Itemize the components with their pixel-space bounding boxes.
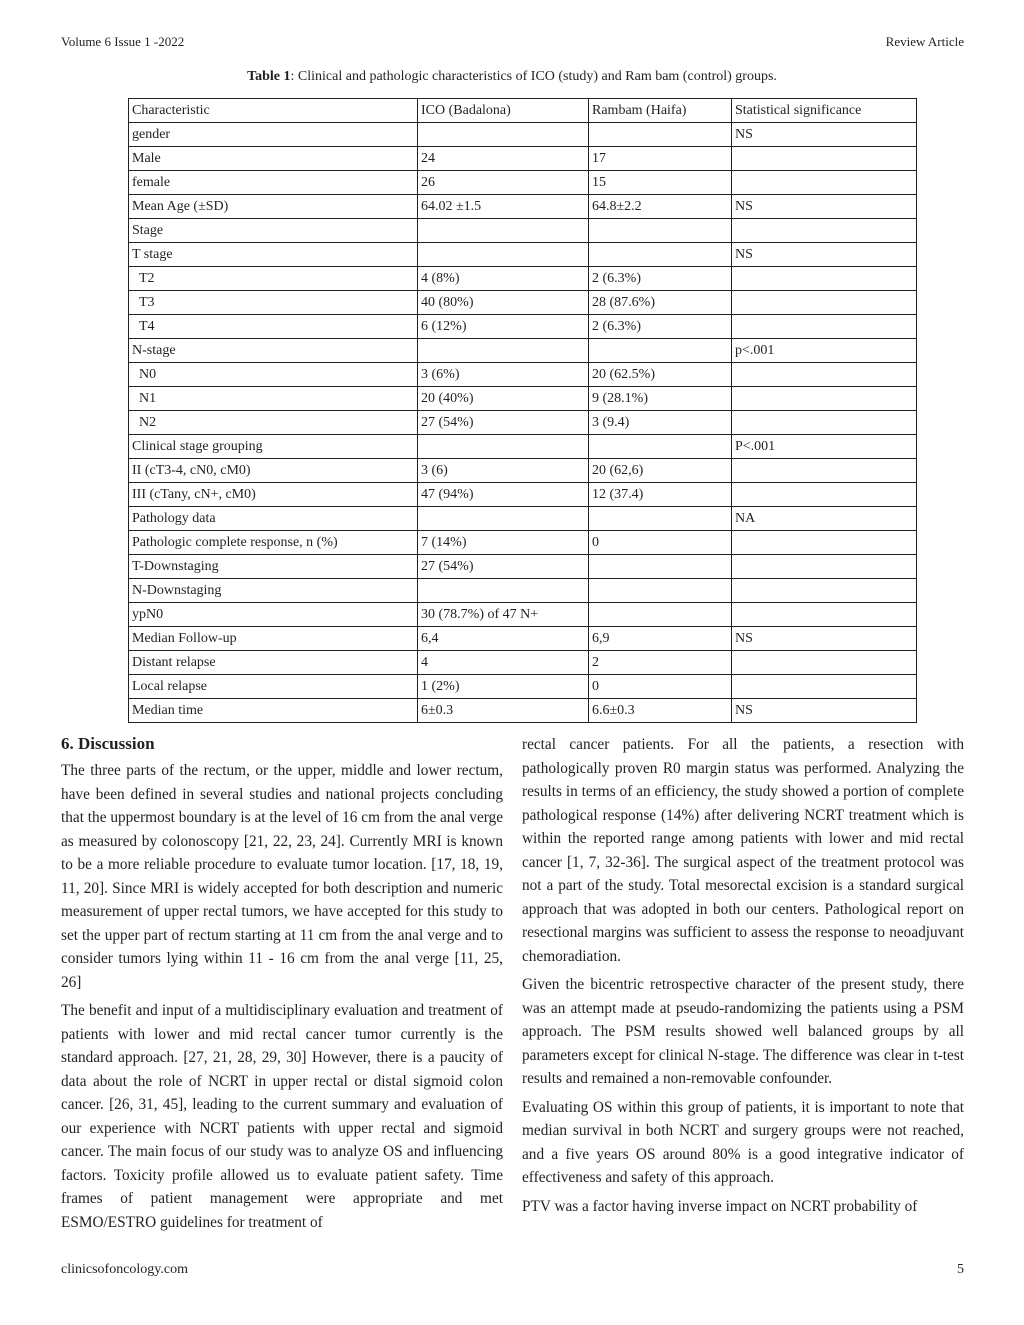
table-row <box>129 219 917 243</box>
page-number: 5 <box>957 1262 964 1277</box>
table-cell: T3 <box>129 291 418 315</box>
table-cell: 20 (62.5%) <box>589 363 732 387</box>
table-cell: 7 (14%) <box>418 531 589 555</box>
table-row <box>129 291 917 315</box>
table-cell <box>732 171 917 195</box>
table-row <box>129 171 917 195</box>
table-cell: N1 <box>129 387 418 411</box>
table-cell: 6 (12%) <box>418 315 589 339</box>
table-cell: P<.001 <box>732 435 917 459</box>
table-cell: Local relapse <box>129 675 418 699</box>
discussion-left-column <box>61 732 503 1239</box>
table-cell: Distant relapse <box>129 651 418 675</box>
table-cell: 64.02 ±1.5 <box>418 195 589 219</box>
table-row <box>129 387 917 411</box>
table-cell: 3 (6) <box>418 459 589 483</box>
table-cell: Median time <box>129 699 418 723</box>
table-cell <box>589 219 732 243</box>
table-cell <box>732 603 917 627</box>
table-cell: 0 <box>589 675 732 699</box>
table-cell <box>418 435 589 459</box>
table-cell: female <box>129 171 418 195</box>
table-cell: 9 (28.1%) <box>589 387 732 411</box>
paragraph: Evaluating OS within this group of patients, it is important to note that median survival in both NCRT and surgery groups were not reached, and a five years OS around 80% is a good integrative indicator of effectiveness and safety of this approach. <box>522 1098 964 1186</box>
table-cell: Clinical stage grouping <box>129 435 418 459</box>
table-cell: 6.6±0.3 <box>589 699 732 723</box>
table-cell: NS <box>732 123 917 147</box>
table-cell: Mean Age (±SD) <box>129 195 418 219</box>
table-cell: 2 <box>589 651 732 675</box>
table-cell: Pathologic complete response, n (%) <box>129 531 418 555</box>
table-cell <box>732 315 917 339</box>
table-cell: 20 (62,6) <box>589 459 732 483</box>
table-row <box>129 531 917 555</box>
table-caption-label: Table 1 <box>247 69 291 84</box>
table-cell: 12 (37.4) <box>589 483 732 507</box>
table-cell: 26 <box>418 171 589 195</box>
table-cell: N0 <box>129 363 418 387</box>
table-cell: Median Follow-up <box>129 627 418 651</box>
table-cell: Stage <box>129 219 418 243</box>
table-cell: II (cT3-4, cN0, cM0) <box>129 459 418 483</box>
table-cell: 3 (6%) <box>418 363 589 387</box>
table-cell: 20 (40%) <box>418 387 589 411</box>
table-cell <box>589 243 732 267</box>
table-cell: 4 (8%) <box>418 267 589 291</box>
table-row <box>129 627 917 651</box>
paragraph: PTV was a factor having inverse impact on NCRT probability of <box>522 1197 918 1215</box>
table-row <box>129 699 917 723</box>
table-cell <box>732 147 917 171</box>
table-cell <box>732 483 917 507</box>
discussion-right-column <box>522 733 964 1223</box>
table-cell <box>589 123 732 147</box>
table-cell: 27 (54%) <box>418 411 589 435</box>
table-cell: NS <box>732 195 917 219</box>
table-row <box>129 435 917 459</box>
table-row <box>129 195 917 219</box>
table-row <box>129 267 917 291</box>
table-cell: p<.001 <box>732 339 917 363</box>
table-cell <box>418 339 589 363</box>
table-row <box>129 243 917 267</box>
table-row <box>129 579 917 603</box>
table-cell: ypN0 <box>129 603 418 627</box>
table-cell: 15 <box>589 171 732 195</box>
table-cell: 64.8±2.2 <box>589 195 732 219</box>
table-row <box>129 363 917 387</box>
column-header: Rambam (Haifa) <box>589 99 732 123</box>
column-header: ICO (Badalona) <box>418 99 589 123</box>
table-cell <box>732 291 917 315</box>
table-cell <box>732 531 917 555</box>
table-cell <box>732 363 917 387</box>
table-cell: gender <box>129 123 418 147</box>
section-heading: 6. Discussion <box>61 734 155 753</box>
table-row <box>129 147 917 171</box>
table-row <box>129 411 917 435</box>
table-cell <box>732 651 917 675</box>
table-cell <box>418 507 589 531</box>
table-row <box>129 315 917 339</box>
article-type: Review Article <box>885 34 964 49</box>
paragraph: The three parts of the rectum, or the upper, middle and lower rectum, have been defined in several studies and national projects concluding that the uppermost boundary is at the level of 16 cm from the anal verge as measured by colonoscopy [21, 22, 23, 24]. Currently MRI is known to be a more reliable procedure to evaluate tumor location. [17, 18, 19, 11, 20]. Since MRI is widely accepted for both description and numeric measurement of upper rectal tumors, we have accepted for this study to set the upper part of rectum starting at 11 cm from the anal verge and to consider tumors lying within 11 - 16 cm from the anal verge [11, 25, 26] <box>61 762 503 991</box>
table-cell <box>418 219 589 243</box>
table-cell: N-stage <box>129 339 418 363</box>
table-cell <box>589 339 732 363</box>
table-cell: 47 (94%) <box>418 483 589 507</box>
table-cell: 27 (54%) <box>418 555 589 579</box>
table-body <box>129 99 917 723</box>
table-cell <box>418 123 589 147</box>
table-row <box>129 339 917 363</box>
table-cell: 1 (2%) <box>418 675 589 699</box>
paragraph: rectal cancer patients. For all the patients, a resection with pathologically proven R0 margin status was performed. Analyzing the results in terms of an efficiency, the study showed a portion of complete pathological response (14%) after delivering NCRT treatment which is within the reported range among patients with lower and mid rectal cancer [1, 7, 32-36]. The surgical aspect of the treatment protocol was not a part of the study. Total mesorectal excision is a standard surgical approach that was adopted in both our centers. Pathological report on resectional margins was sufficient to assess the response to neoadjuvant chemoradiation. <box>522 736 964 965</box>
table-cell: T2 <box>129 267 418 291</box>
footer-website: clinicsofoncology.com <box>61 1262 189 1277</box>
table-cell: 40 (80%) <box>418 291 589 315</box>
table-cell <box>589 555 732 579</box>
table-header-row <box>129 99 917 123</box>
table-cell: NS <box>732 699 917 723</box>
table-cell: 4 <box>418 651 589 675</box>
table-cell <box>732 387 917 411</box>
table-cell <box>732 411 917 435</box>
table-cell <box>589 507 732 531</box>
column-header: Characteristic <box>129 99 418 123</box>
table-cell <box>732 555 917 579</box>
table-cell: 17 <box>589 147 732 171</box>
table-row <box>129 651 917 675</box>
page-footer <box>61 1262 964 1280</box>
table-cell: NA <box>732 507 917 531</box>
table-cell: NS <box>732 627 917 651</box>
characteristics-table <box>128 98 917 723</box>
journal-issue: Volume 6 Issue 1 -2022 <box>61 34 185 49</box>
table-caption-text: : Clinical and pathologic characteristics of ICO (study) and Ram bam (control) groups. <box>290 69 777 84</box>
table-row <box>129 483 917 507</box>
table-cell: T-Downstaging <box>129 555 418 579</box>
table-cell <box>732 579 917 603</box>
table-cell: 2 (6.3%) <box>589 315 732 339</box>
paragraph: Given the bicentric retrospective character of the present study, there was an attempt made at pseudo-randomizing the patients using a PSM approach. The PSM results showed well balanced groups by all parameters except for clinical N-stage. The difference was clear in t-test results and remained a non-removable confounder. <box>522 976 964 1087</box>
table-cell <box>589 435 732 459</box>
column-header: Statistical significance <box>732 99 917 123</box>
table-cell <box>732 459 917 483</box>
table-cell: 3 (9.4) <box>589 411 732 435</box>
table-row <box>129 123 917 147</box>
table-cell: Male <box>129 147 418 171</box>
table-cell: 2 (6.3%) <box>589 267 732 291</box>
table-cell: N2 <box>129 411 418 435</box>
table-row <box>129 603 917 627</box>
table-row <box>129 675 917 699</box>
table-cell: 24 <box>418 147 589 171</box>
table-cell: T stage <box>129 243 418 267</box>
table-row <box>129 555 917 579</box>
table-cell: N-Downstaging <box>129 579 418 603</box>
table-cell: T4 <box>129 315 418 339</box>
table-cell <box>732 675 917 699</box>
table-cell <box>418 579 589 603</box>
running-header <box>61 34 964 52</box>
table-cell: 28 (87.6%) <box>589 291 732 315</box>
table-cell <box>418 243 589 267</box>
table-cell: 6,4 <box>418 627 589 651</box>
table-cell: NS <box>732 243 917 267</box>
table-cell <box>732 267 917 291</box>
table-caption <box>0 69 1024 85</box>
table-cell: 6,9 <box>589 627 732 651</box>
table-cell: 6±0.3 <box>418 699 589 723</box>
table-cell <box>732 219 917 243</box>
table-cell: 30 (78.7%) of 47 N+ <box>418 603 589 627</box>
table-cell <box>589 603 732 627</box>
table-row <box>129 507 917 531</box>
paragraph: The benefit and input of a multidisciplinary evaluation and treatment of patients with lower and mid rectal cancer tumor currently is the standard approach. [27, 21, 28, 29, 30] However, there is a paucity of data about the role of NCRT in upper rectal or distal sigmoid colon cancer. [26, 31, 45], leading to the current summary and evaluation of our experience with NCRT patients with upper rectal and sigmoid cancer. The main focus of our study was to analyze OS and influencing factors. Toxicity profile allowed us to evaluate patient safety. Time frames of patient management were appropriate and met ESMO/ESTRO guidelines for treatment of <box>61 1002 503 1231</box>
table-cell <box>589 579 732 603</box>
table-cell: Pathology data <box>129 507 418 531</box>
table-cell: 0 <box>589 531 732 555</box>
table-cell: III (cTany, cN+, cM0) <box>129 483 418 507</box>
table-row <box>129 459 917 483</box>
